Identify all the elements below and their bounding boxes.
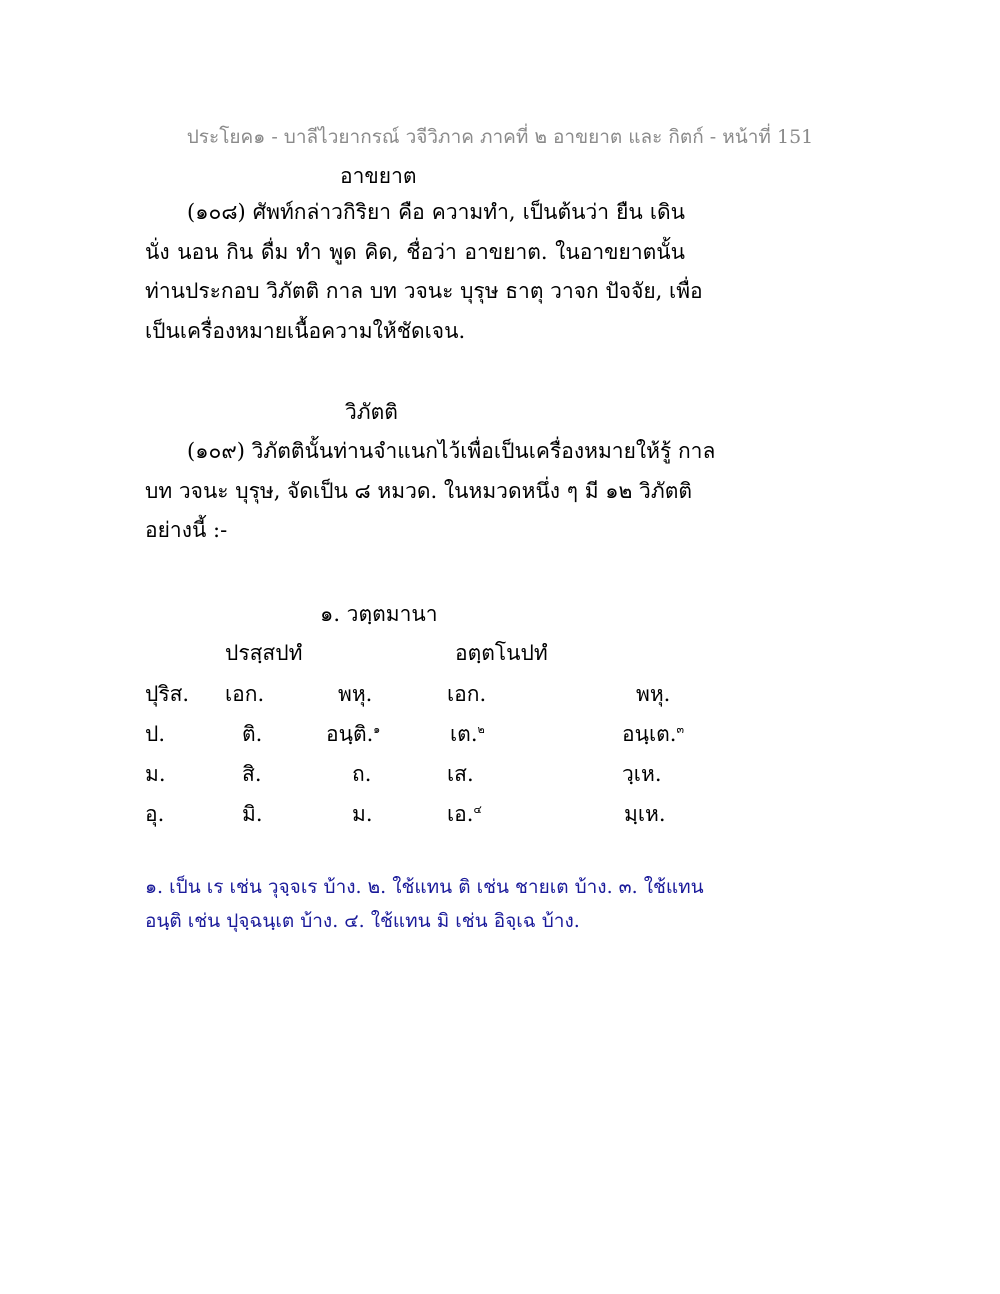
footnotes [145,870,704,938]
footnote-mark: ๑ [373,723,381,736]
table-cell: สิ. [242,762,262,786]
paragraph-line: (๑๐๘) ศัพท์กล่าวกิริยา คือ ความทำ, เป็นต้นว่า ยืน เดิน [187,200,685,224]
column-header-singular: เอก. [447,682,487,706]
table-cell-person: ม. [145,762,166,786]
paragraph-line: ท่านประกอบ วิภัตติ กาล บท วจนะ บุรุษ ธาตุ วาจก ปัจจัย, เพื่อ [145,279,703,303]
cell-text: อนฺติ. [326,722,374,746]
table-cell: ติ. [242,722,263,746]
section-heading-akhyata: อาขยาต [340,164,417,188]
table-cell: มฺเห. [624,802,666,826]
table-cell [622,718,684,751]
paragraph-line: บท วจนะ บุรุษ, จัดเป็น ๘ หมวด. ในหมวดหนึ่ง ๆ มี ๑๒ วิภัตติ [145,478,692,503]
paragraph-line: นั่ง นอน กิน ดื่ม ทำ พูด คิด, ชื่อว่า อาขยาต. ในอาขยาตนั้น [145,239,685,264]
column-header-singular: เอก. [225,682,265,706]
column-header-plural: พหุ. [636,682,671,706]
footnote-line: ๑. เป็น เร เช่น วุจฺจเร บ้าง. ๒. ใช้แทน ติ เช่น ชายเต บ้าง. ๓. ใช้แทน [145,876,704,898]
table-cell [326,718,380,751]
column-header-plural: พหุ. [338,682,373,706]
table-cell: ถ. [352,762,372,786]
table-cell: เส. [447,762,474,786]
footnote-mark: ๒ [477,723,485,736]
paragraph-line: (๑๐๙) วิภัตตินั้นท่านจำแนกไว้เพื่อเป็นเครื่องหมายให้รู้ กาล [187,439,716,463]
section-heading-vibhatti: วิภัตติ [345,400,398,424]
cell-text: เต. [450,722,478,746]
table-cell: วฺเห. [622,762,662,786]
group-header-attanopada: อตฺตโนปทํ [455,641,548,665]
footnote-mark: ๔ [473,803,482,816]
table-cell [447,798,482,831]
footnote-line: อนฺติ เช่น ปุจฺฉนฺเต บ้าง. ๔. ใช้แทน มิ เช่น อิจฺเฉ บ้าง. [145,910,580,932]
table-cell-person: อุ. [145,802,165,826]
paragraph-line: อย่างนี้ :- [145,518,228,542]
paragraph-109 [145,432,716,551]
table-cell: ม. [352,802,373,826]
table-cell-person: ป. [145,722,166,746]
cell-text: อนฺเต. [622,722,677,746]
paragraph-line: เป็นเครื่องหมายเนื้อความให้ชัดเจน. [145,318,466,343]
column-header-person: ปุริส. [145,682,190,706]
group-header-parassapada: ปรสฺสปทํ [225,641,303,665]
footnote-mark: ๓ [676,723,684,736]
table-cell: มิ. [242,802,263,826]
table-title: ๑. วตฺตมานา [320,602,438,626]
table-cell [450,718,485,751]
running-header: ประโยค๑ - บาลีไวยากรณ์ วจีวิภาค ภาคที่ ๒ อาขยาต และ กิตก์ - หน้าที่ 151 [186,126,814,148]
paragraph-108 [145,193,703,351]
cell-text: เอ. [447,802,474,826]
